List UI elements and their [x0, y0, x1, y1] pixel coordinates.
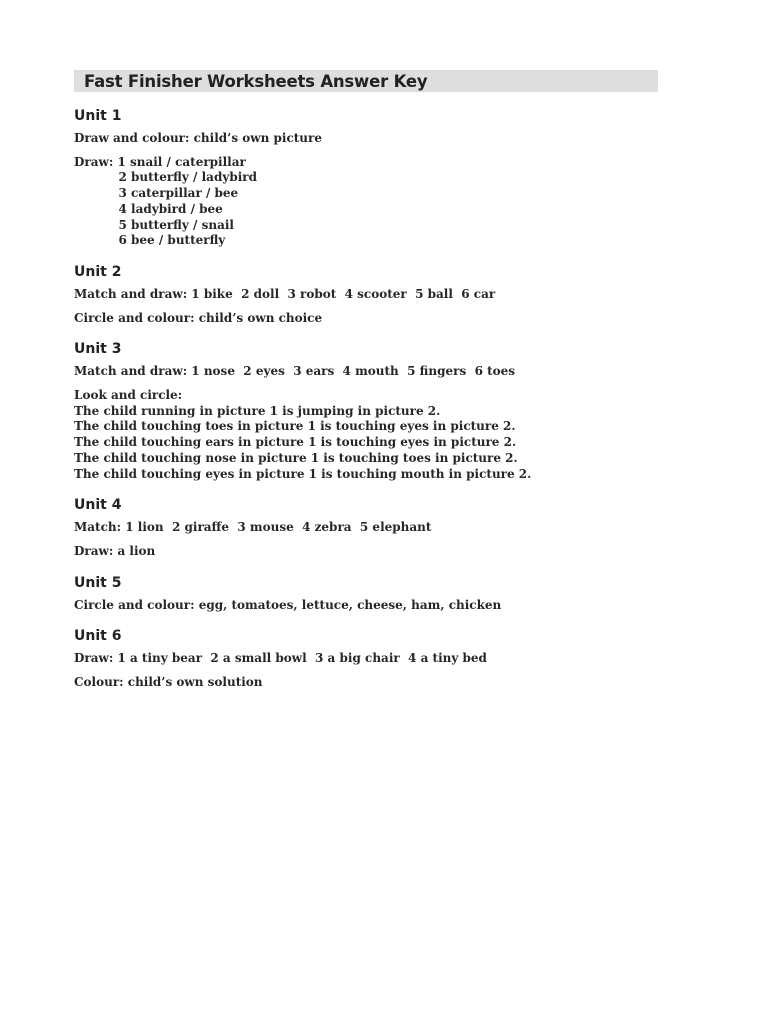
answer-block — [74, 388, 658, 482]
unit-heading: Unit 1 — [74, 108, 122, 124]
unit-heading: Unit 5 — [74, 574, 122, 591]
answer-line: The child running in picture 1 is jumping in picture 2. — [74, 403, 441, 418]
answer-line: 5 butterfly / snail — [118, 217, 234, 232]
answer-line: The child touching eyes in picture 1 is touching mouth in picture 2. — [74, 466, 532, 481]
answer-block — [74, 520, 658, 536]
answer-line: Match and draw: 1 nose 2 eyes 3 ears 4 mouth 5 fingers 6 toes — [74, 364, 516, 379]
answer-line: Draw: a lion — [74, 543, 156, 558]
unit-2-section — [74, 263, 658, 326]
answer-line: Draw and colour: child’s own picture — [74, 131, 322, 145]
unit-6-section — [74, 627, 658, 690]
unit-5-section — [74, 574, 658, 614]
title-bar — [74, 70, 658, 92]
unit-3-section — [74, 340, 658, 482]
unit-heading: Unit 3 — [74, 341, 122, 358]
answer-line: 6 bee / butterfly — [118, 233, 226, 248]
answer-line: Circle and colour: egg, tomatoes, lettuce, cheese, ham, chicken — [74, 597, 502, 612]
answer-line: The child touching nose in picture 1 is touching toes in picture 2. — [74, 450, 518, 465]
answer-line: Draw: 1 snail / caterpillar — [74, 154, 246, 169]
unit-heading: Unit 4 — [74, 497, 122, 514]
unit-heading: Unit 2 — [74, 263, 122, 280]
page-title: Fast Finisher Worksheets Answer Key — [84, 71, 428, 91]
answer-block — [74, 364, 658, 380]
answer-line: Match: 1 lion 2 giraffe 3 mouse 4 zebra 5 elephant — [74, 520, 432, 535]
answer-line: 2 butterfly / ladybird — [118, 170, 257, 185]
answer-key-page — [74, 70, 658, 691]
answer-block — [74, 651, 658, 667]
answer-line: Colour: child’s own solution — [74, 675, 263, 690]
answer-block — [74, 675, 658, 691]
answer-block — [74, 598, 658, 614]
answer-line: Look and circle: — [74, 388, 183, 403]
unit-1-section — [74, 107, 658, 249]
answer-line: The child touching ears in picture 1 is touching eyes in picture 2. — [74, 435, 517, 450]
unit-4-section — [74, 496, 658, 559]
unit-heading: Unit 6 — [74, 628, 122, 645]
answer-block — [74, 131, 658, 147]
answer-line: Match and draw: 1 bike 2 doll 3 robot 4 scooter 5 ball 6 car — [74, 286, 496, 301]
answer-line: 3 caterpillar / bee — [118, 186, 239, 201]
answer-line: The child touching toes in picture 1 is touching eyes in picture 2. — [74, 419, 516, 434]
answer-block — [74, 311, 658, 327]
answer-block — [74, 287, 658, 303]
answer-line: Circle and colour: child’s own choice — [74, 310, 323, 325]
answer-line: 4 ladybird / bee — [118, 201, 223, 216]
answer-block — [74, 155, 658, 249]
answer-block — [74, 544, 658, 560]
answer-line: Draw: 1 a tiny bear 2 a small bowl 3 a big chair 4 a tiny bed — [74, 651, 487, 666]
